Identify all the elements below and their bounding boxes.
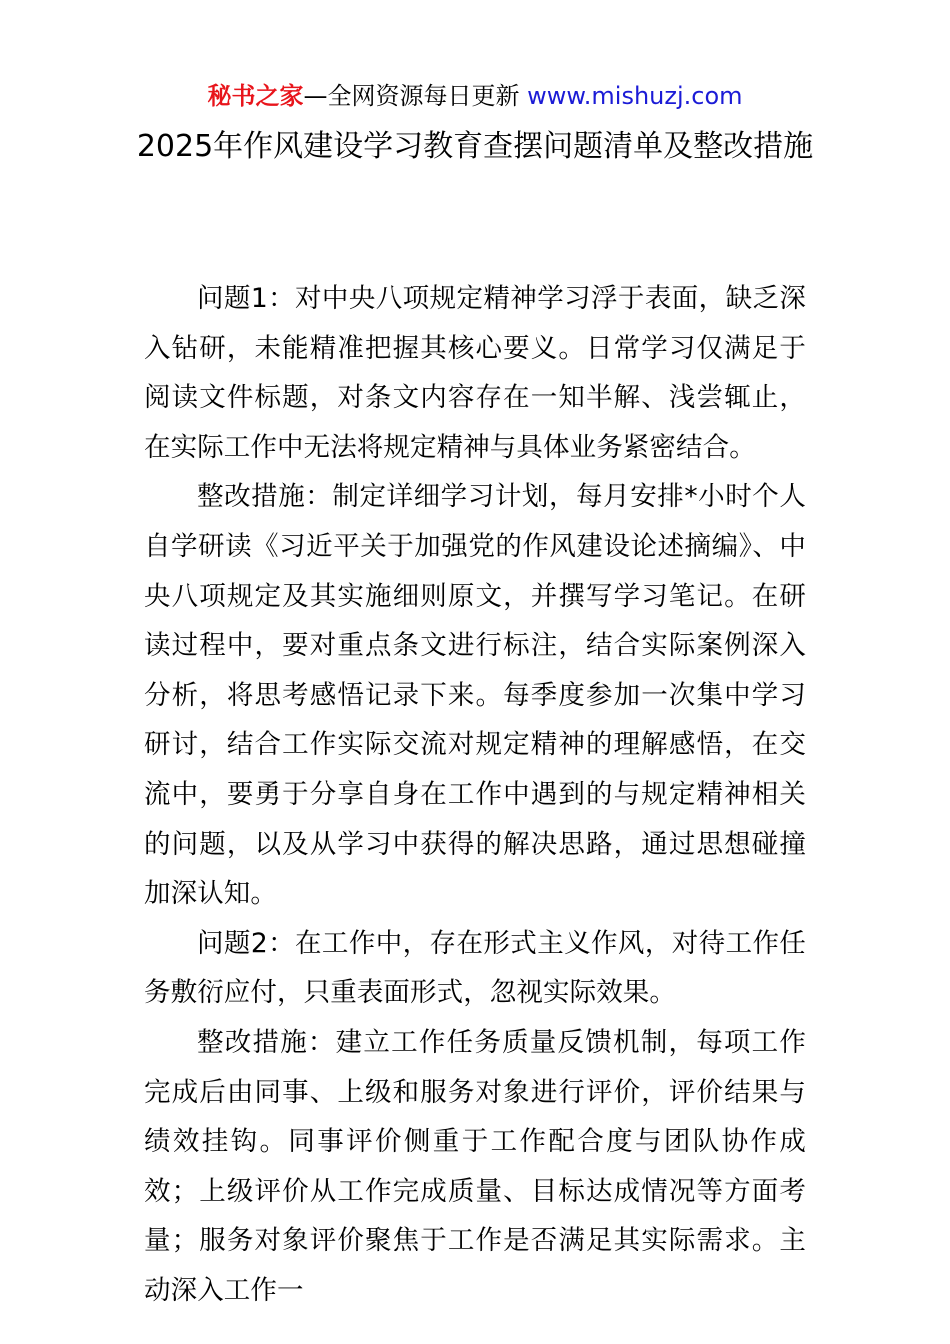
document-title: 2025年作风建设学习教育查摆问题清单及整改措施	[136, 129, 814, 164]
site-url[interactable]: www.mishuzj.com	[527, 82, 743, 110]
site-header	[0, 78, 950, 114]
paragraph-measures-2: 整改措施：建立工作任务质量反馈机制，每项工作完成后由同事、上级和服务对象进行评价，评价结果与绩效挂钩。同事评价侧重于工作配合度与团队协作成效；上级评价从工作完成质量、目标达成情况等方面考量；服务对象评价聚焦于工作是否满足其实际需求。主动深入工作一	[144, 1026, 806, 1306]
paragraph-problem-2: 问题2：在工作中，存在形式主义作风，对待工作任务敷衍应付，只重表面形式，忽视实际效果。	[144, 927, 806, 1009]
paragraph-measures-1: 整改措施：制定详细学习计划，每月安排*小时个人自学研读《习近平关于加强党的作风建设论述摘编》、中央八项规定及其实施细则原文，并撰写学习笔记。在研读过程中，要对重点条文进行标注，结合实际案例深入分析，将思考感悟记录下来。每季度参加一次集中学习研讨，结合工作实际交流对规定精神的理解感悟，在交流中，要勇于分享自身在工作中遇到的与规定精神相关的问题，以及从学习中获得的解决思路，通过思想碰撞加深认知。	[144, 481, 806, 910]
site-tagline: —全网资源每日更新	[303, 82, 528, 110]
document-body	[144, 274, 806, 1315]
site-name: 秘书之家	[207, 82, 304, 110]
paragraph-problem-1: 问题1：对中央八项规定精神学习浮于表面，缺乏深入钻研，未能精准把握其核心要义。日常学习仅满足于阅读文件标题，对条文内容存在一知半解、浅尝辄止，在实际工作中无法将规定精神与具体业务紧密结合。	[144, 283, 806, 463]
